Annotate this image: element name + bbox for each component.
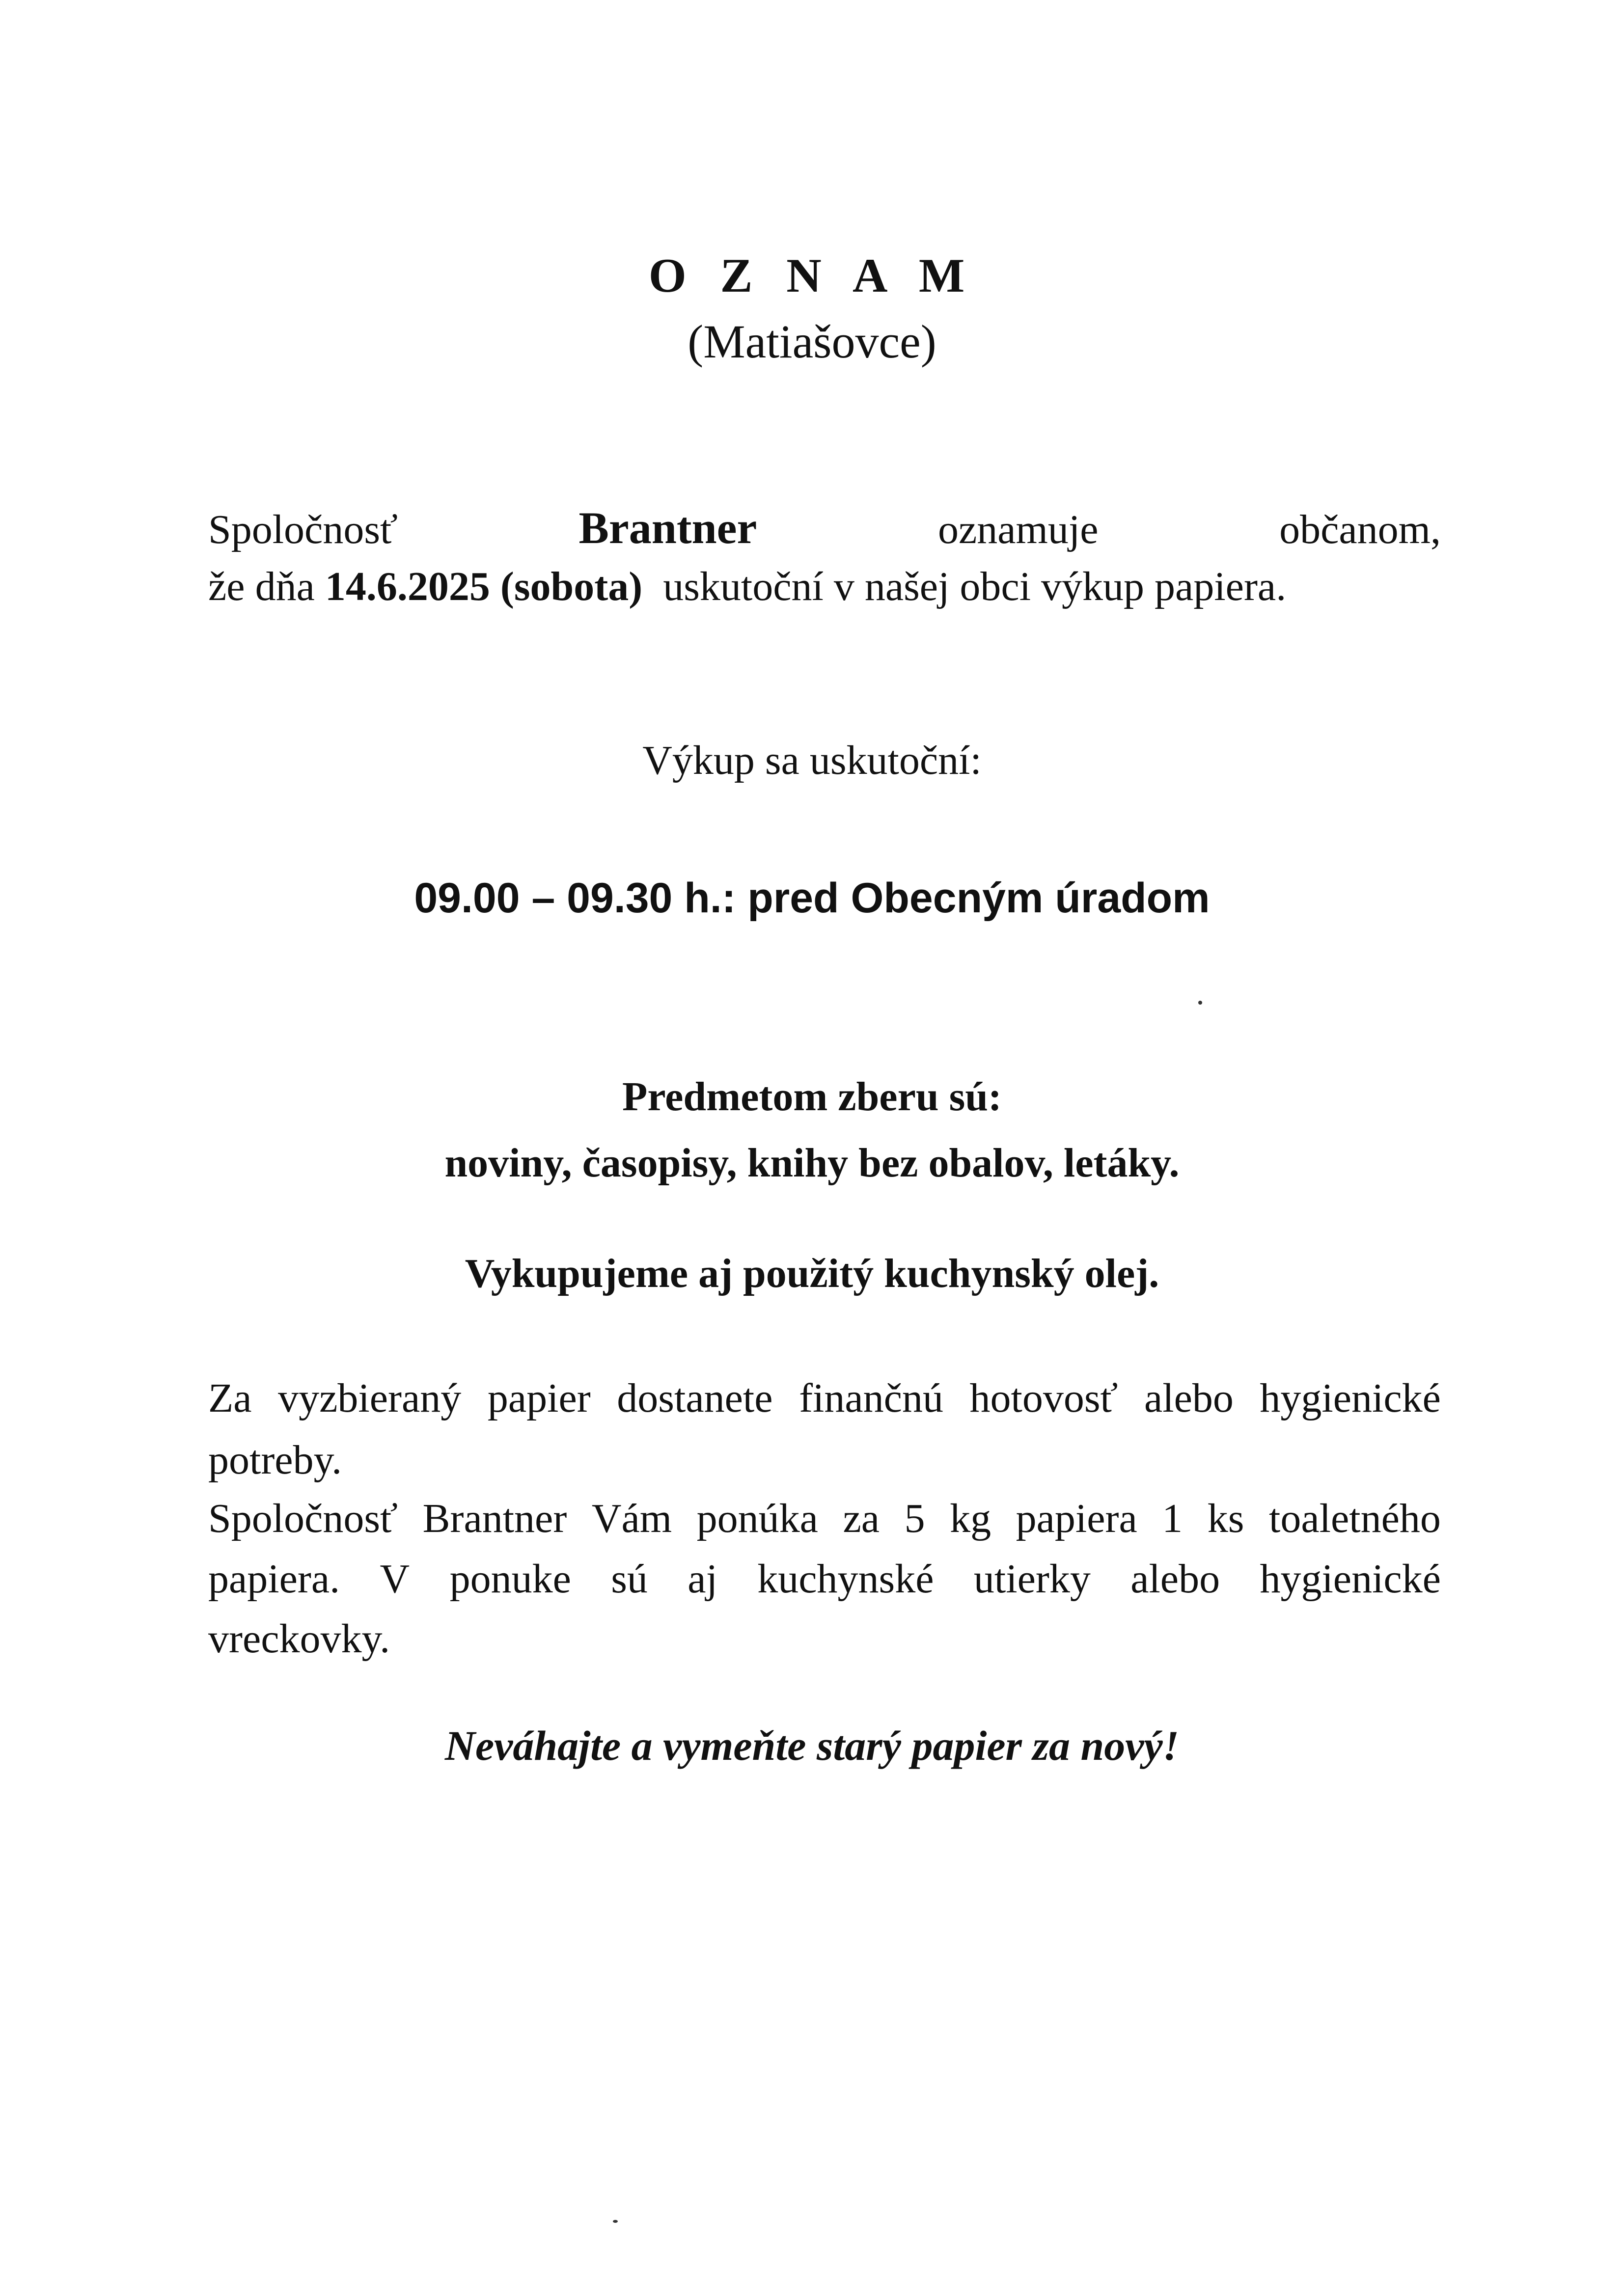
paragraph-word: 5 xyxy=(904,1496,925,1541)
collection-subject-title: Predmetom zberu sú: xyxy=(622,1074,1002,1120)
offer-paragraph-line-1 xyxy=(208,1488,1441,1550)
collection-heading: Výkup sa uskutoční: xyxy=(642,738,982,783)
intro-suffix: uskutoční v našej obci výkup papiera. xyxy=(663,564,1287,609)
paragraph-word: kuchynské xyxy=(757,1556,934,1602)
scan-speck xyxy=(613,2220,618,2223)
paragraph-word: ponuke xyxy=(449,1556,571,1602)
intro-prefix: že dňa xyxy=(208,564,315,609)
paragraph-word: utierky xyxy=(973,1556,1091,1602)
time-and-location: 09.00 – 09.30 h.: pred Obecným úradom xyxy=(414,875,1210,922)
paragraph-word: hygienické xyxy=(1260,1375,1441,1421)
paragraph-word: 1 xyxy=(1162,1496,1183,1541)
paragraph-word: Vám xyxy=(591,1496,672,1541)
paragraph-word: alebo xyxy=(1144,1375,1234,1421)
paragraph-word: V xyxy=(380,1556,410,1602)
paragraph-word: toaletného xyxy=(1269,1496,1441,1541)
scan-speck xyxy=(1198,1001,1202,1005)
paragraph-word: Brantner xyxy=(422,1496,567,1541)
collection-subject-items: noviny, časopisy, knihy bez obalov, letáky. xyxy=(444,1140,1180,1186)
paragraph-word: papiera. xyxy=(208,1556,340,1602)
paragraph-word: dostanete xyxy=(617,1375,773,1421)
intro-word: oznamuje xyxy=(937,507,1099,552)
notice-title: O Z N A M xyxy=(648,249,976,302)
paragraph-word: hotovosť xyxy=(969,1375,1118,1421)
paragraph-word: sú xyxy=(611,1556,648,1602)
reward-paragraph-line-2: potreby. xyxy=(208,1437,342,1483)
offer-paragraph-line-2 xyxy=(208,1548,1441,1610)
reward-paragraph-line-1 xyxy=(208,1367,1441,1429)
paragraph-word: ponúka xyxy=(696,1496,818,1541)
closing-slogan: Neváhajte a vymeňte starý papier za nový! xyxy=(444,1722,1180,1769)
paragraph-word: hygienické xyxy=(1260,1556,1441,1602)
paragraph-word: aj xyxy=(688,1556,717,1602)
paragraph-word: kg xyxy=(950,1496,991,1541)
notice-subtitle: (Matiašovce) xyxy=(688,315,936,368)
paragraph-word: ks xyxy=(1207,1496,1244,1541)
paragraph-word: alebo xyxy=(1130,1556,1220,1602)
offer-paragraph-line-3: vreckovky. xyxy=(208,1616,390,1662)
paragraph-word: Za xyxy=(208,1375,252,1421)
intro-line-2 xyxy=(208,557,1441,616)
paragraph-word: papiera xyxy=(1016,1496,1137,1541)
intro-line-1 xyxy=(208,498,1441,559)
collection-date: 14.6.2025 (sobota) xyxy=(325,564,643,609)
oil-notice: Vykupujeme aj použitý kuchynský olej. xyxy=(465,1251,1159,1296)
intro-word: Spoločnosť xyxy=(208,507,398,552)
paragraph-word: papier xyxy=(487,1375,591,1421)
intro-word: občanom, xyxy=(1279,507,1441,552)
paragraph-word: finančnú xyxy=(799,1375,943,1421)
paragraph-word: Spoločnosť xyxy=(208,1496,398,1541)
company-name: Brantner xyxy=(578,503,757,553)
paragraph-word: za xyxy=(843,1496,880,1541)
paragraph-word: vyzbieraný xyxy=(278,1375,462,1421)
